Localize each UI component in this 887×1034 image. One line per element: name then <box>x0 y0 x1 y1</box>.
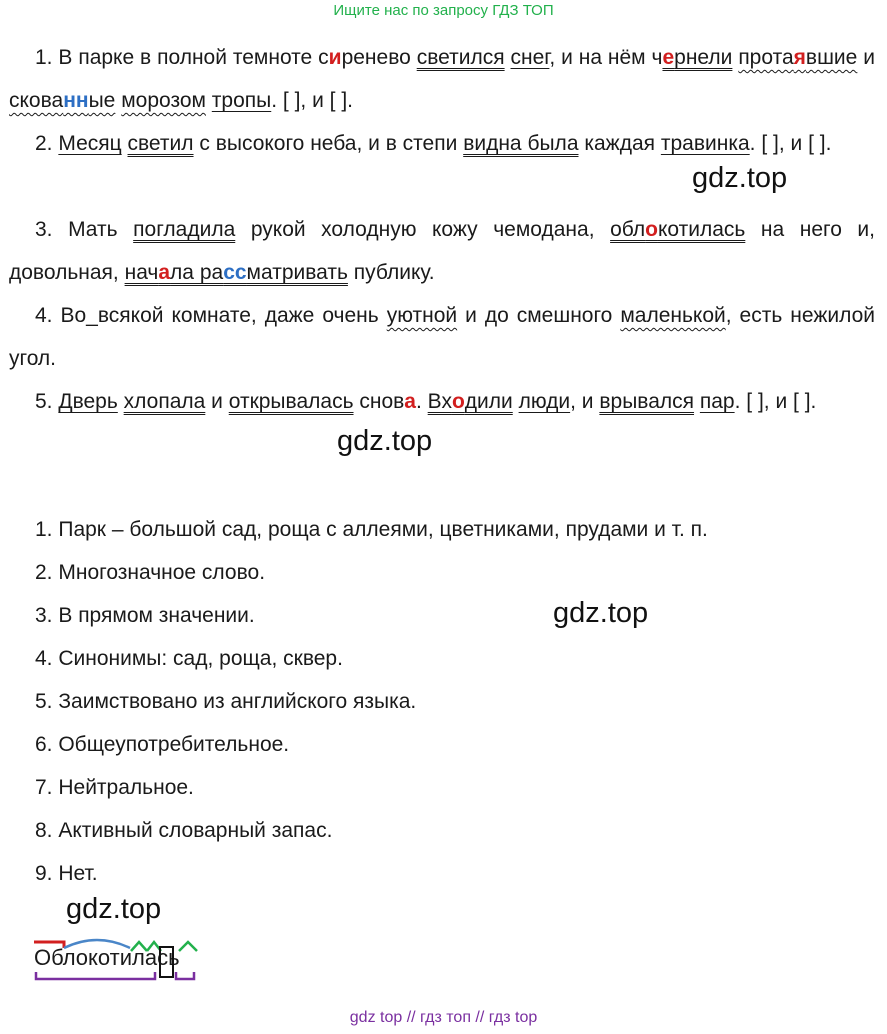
sentence-2: 2. Месяц светил с высокого неба, и в степи видна была каждая травинка. [ ], и [ ]. <box>35 132 832 155</box>
definition-malenkoy: маленькой <box>620 304 726 327</box>
definition-morozom: морозом <box>121 89 206 112</box>
predicate-svetil: светил <box>127 132 194 155</box>
top-banner: Ищите нас по запросу ГДЗ ТОП <box>333 2 554 19</box>
predicate-pogladila: погладила <box>133 218 236 241</box>
base-bracket-2 <box>176 972 194 979</box>
list-item: 7. Нейтральное. <box>35 776 194 799</box>
predicate-vidna-byla: видна была <box>463 132 579 155</box>
list-item: 8. Активный словарный запас. <box>35 819 333 842</box>
predicate-vhodili: Входили <box>427 390 513 413</box>
sentence-number: 4. <box>35 304 53 327</box>
sentence-scheme: [ ], и [ ]. <box>746 390 817 413</box>
suffix-mark-1 <box>131 942 147 951</box>
morpheme-marks <box>34 936 214 986</box>
sentence-5: 5. Дверь хлопала и открывалась снова. Входили люди, и врывался пар. [ ], и [ ]. <box>35 390 817 413</box>
subject-dver: Дверь <box>58 390 118 413</box>
predicate-nachala-rassmatrivat: начала рассматривать <box>124 261 348 284</box>
predicate-oblokotilas: облокотилась <box>610 218 746 241</box>
sentence-1: 1. В парке в полной темноте сиренево светился снег, и на нём чернели протаявшие и скованные морозом тропы. [ ], и [ ]. <box>9 46 875 112</box>
footer: gdz top // гдз топ // гдз top <box>349 1009 538 1026</box>
predicate-vryvalsya: врывался <box>599 390 695 413</box>
sentence-number: 1. <box>35 46 53 69</box>
list-item: 4. Синонимы: сад, роща, сквер. <box>35 647 343 670</box>
subject-par: пар <box>699 390 735 413</box>
watermark: gdz.top <box>66 893 162 925</box>
predicate-svetilsya: светился <box>416 46 505 69</box>
sentence-scheme: [ ], и [ ]. <box>761 132 832 155</box>
subject-travinka: травинка <box>660 132 750 155</box>
sentence-4: 4. Во_всякой комнате, даже очень уютной и до смешного маленькой, есть нежилой угол. <box>9 304 875 370</box>
predicate-otkryvalas: открывалась <box>228 390 354 413</box>
list-item: 6. Общеупотребительное. <box>35 733 290 756</box>
prefix-mark <box>34 942 64 948</box>
watermark: gdz.top <box>692 162 788 194</box>
root-arc <box>64 940 130 948</box>
list-item: 1. Парк – большой сад, роща с аллеями, цветниками, прудами и т. п. <box>35 518 708 541</box>
morpheme-word: Облокотилась <box>34 945 180 970</box>
sentence-scheme: . [ ], и [ ]. <box>271 89 353 112</box>
definition-uyutnoy: уютной <box>386 304 458 327</box>
sentence-3: 3. Мать погладила рукой холодную кожу чемодана, облокотилась на него и, довольная, начала рассматривать публику. <box>9 218 875 284</box>
subject-sneg: снег <box>510 46 550 69</box>
definition-skovannye: скованные <box>9 89 116 112</box>
list-item: 9. Нет. <box>35 862 98 885</box>
definition-protayavshie: протаявшие <box>738 46 858 69</box>
ending-box <box>160 947 173 977</box>
sentence-number: 2. <box>35 132 53 155</box>
list-item: 5. Заимствовано из английского языка. <box>35 690 417 713</box>
subject-lyudi: люди <box>518 390 571 413</box>
suffix-mark-2 <box>147 942 161 951</box>
watermark: gdz.top <box>337 425 433 457</box>
sentence-number: 3. <box>35 218 53 241</box>
predicate-hlopala: хлопала <box>123 390 206 413</box>
subject-tropy: тропы <box>211 89 272 112</box>
base-bracket-1 <box>36 972 155 979</box>
list-item: 2. Многозначное слово. <box>35 561 266 584</box>
morpheme-analysis <box>34 936 214 986</box>
sentence-number: 5. <box>35 390 53 413</box>
subject-mesyats: Месяц <box>58 132 122 155</box>
postfix-mark <box>179 942 197 951</box>
watermark: gdz.top <box>553 597 649 629</box>
predicate-chernel: ернели <box>662 46 733 69</box>
list-item: 3. В прямом значении. <box>35 604 255 627</box>
